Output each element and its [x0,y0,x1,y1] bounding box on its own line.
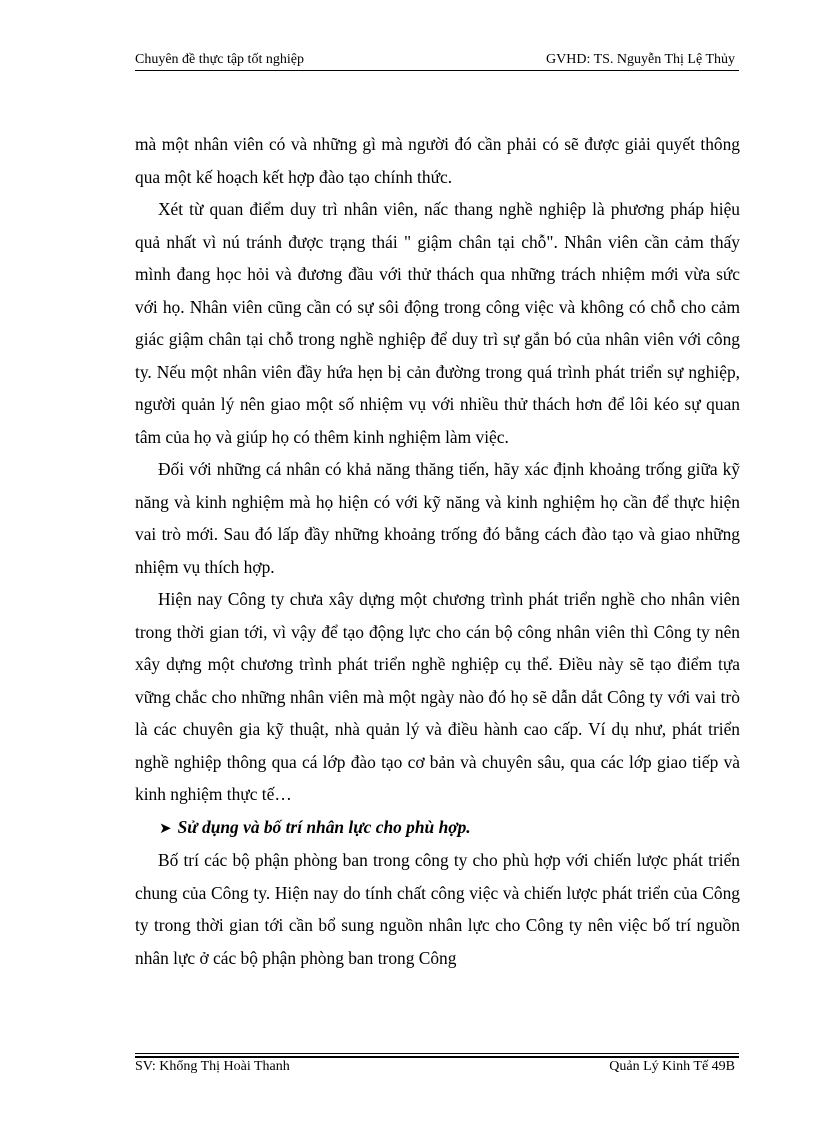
document-body [135,128,740,974]
paragraph-1: mà một nhân viên có và những gì mà người đó cần phải có sẽ được giải quyết thông qua một kế hoạch kết hợp đào tạo chính thức. [135,134,740,187]
paragraph-3: Đối với những cá nhân có khả năng thăng tiến, hãy xác định khoảng trống giữa kỹ năng và kinh nghiệm mà họ hiện có với kỹ năng và kinh nghiệm họ cần để thực hiện vai trò mới. Sau đó lấp đầy những khoảng trống đó bằng cách đào tạo và giao những nhiệm vụ thích hợp. [135,459,740,577]
footer-left-text: SV: Khổng Thị Hoài Thanh [135,1059,290,1074]
footer-right-text: Quản Lý Kinh Tế 49B [609,1059,735,1074]
header-left-text: Chuyên đề thực tập tốt nghiệp [135,52,304,67]
page-header [135,51,739,71]
header-right-text: GVHD: TS. Nguyễn Thị Lệ Thủy [546,52,735,67]
paragraph-5: Bố trí các bộ phận phòng ban trong công ty cho phù hợp với chiến lược phát triển chung của Công ty. Hiện nay do tính chất công việc và chiến lược phát triển của Công ty trong thời gian tới cần bổ sung nguồn nhân lực cho Công ty nên việc bố trí nguồn nhân lực ở các bộ phận phòng ban trong Công [135,850,740,968]
page-footer [135,1058,739,1078]
section-heading [135,811,740,845]
paragraph-2: Xét từ quan điểm duy trì nhân viên, nấc thang nghề nghiệp là phương pháp hiệu quả nhất vì nú tránh được trạng thái " giậm chân tại chỗ". Nhân viên cần cảm thấy mình đang học hỏi và đương đầu với thử thách qua những trách nhiệm mới vừa sức với họ. Nhân viên cũng cần có sự sôi động trong công việc và không có chỗ cho cảm giác giậm chân tại chỗ trong nghề nghiệp để duy trì sự gắn bó của nhân viên với công ty. Nếu một nhân viên đầy hứa hẹn bị cản đường trong quá trình phát triển sự nghiệp, người quản lý nên giao một số nhiệm vụ với nhiều thử thách hơn để lôi kéo sự quan tâm của họ và giúp họ có thêm kinh nghiệm làm việc. [135,199,740,447]
arrow-bullet-icon: ➤ [159,818,172,837]
header-divider [135,70,739,71]
paragraph-4: Hiện nay Công ty chưa xây dựng một chương trình phát triển nghề cho nhân viên trong thời gian tới, vì vậy để tạo động lực cho cán bộ công nhân viên thì Công ty nên xây dựng một chương trình phát triển nghề nghiệp cụ thể. Điều này sẽ tạo điểm tựa vững chắc cho những nhân viên mà một ngày nào đó họ sẽ dẫn dắt Công ty với vai trò là các chuyên gia kỹ thuật, nhà quản lý và điều hành cao cấp. Ví dụ như, phát triển nghề nghiệp thông qua cá lớp đào tạo cơ bản và chuyên sâu, qua các lớp giao tiếp và kinh nghiệm thực tế… [135,589,740,804]
footer-divider-thin [135,1053,739,1054]
section-heading-text: Sử dụng và bố trí nhân lực cho phù hợp. [177,816,471,837]
